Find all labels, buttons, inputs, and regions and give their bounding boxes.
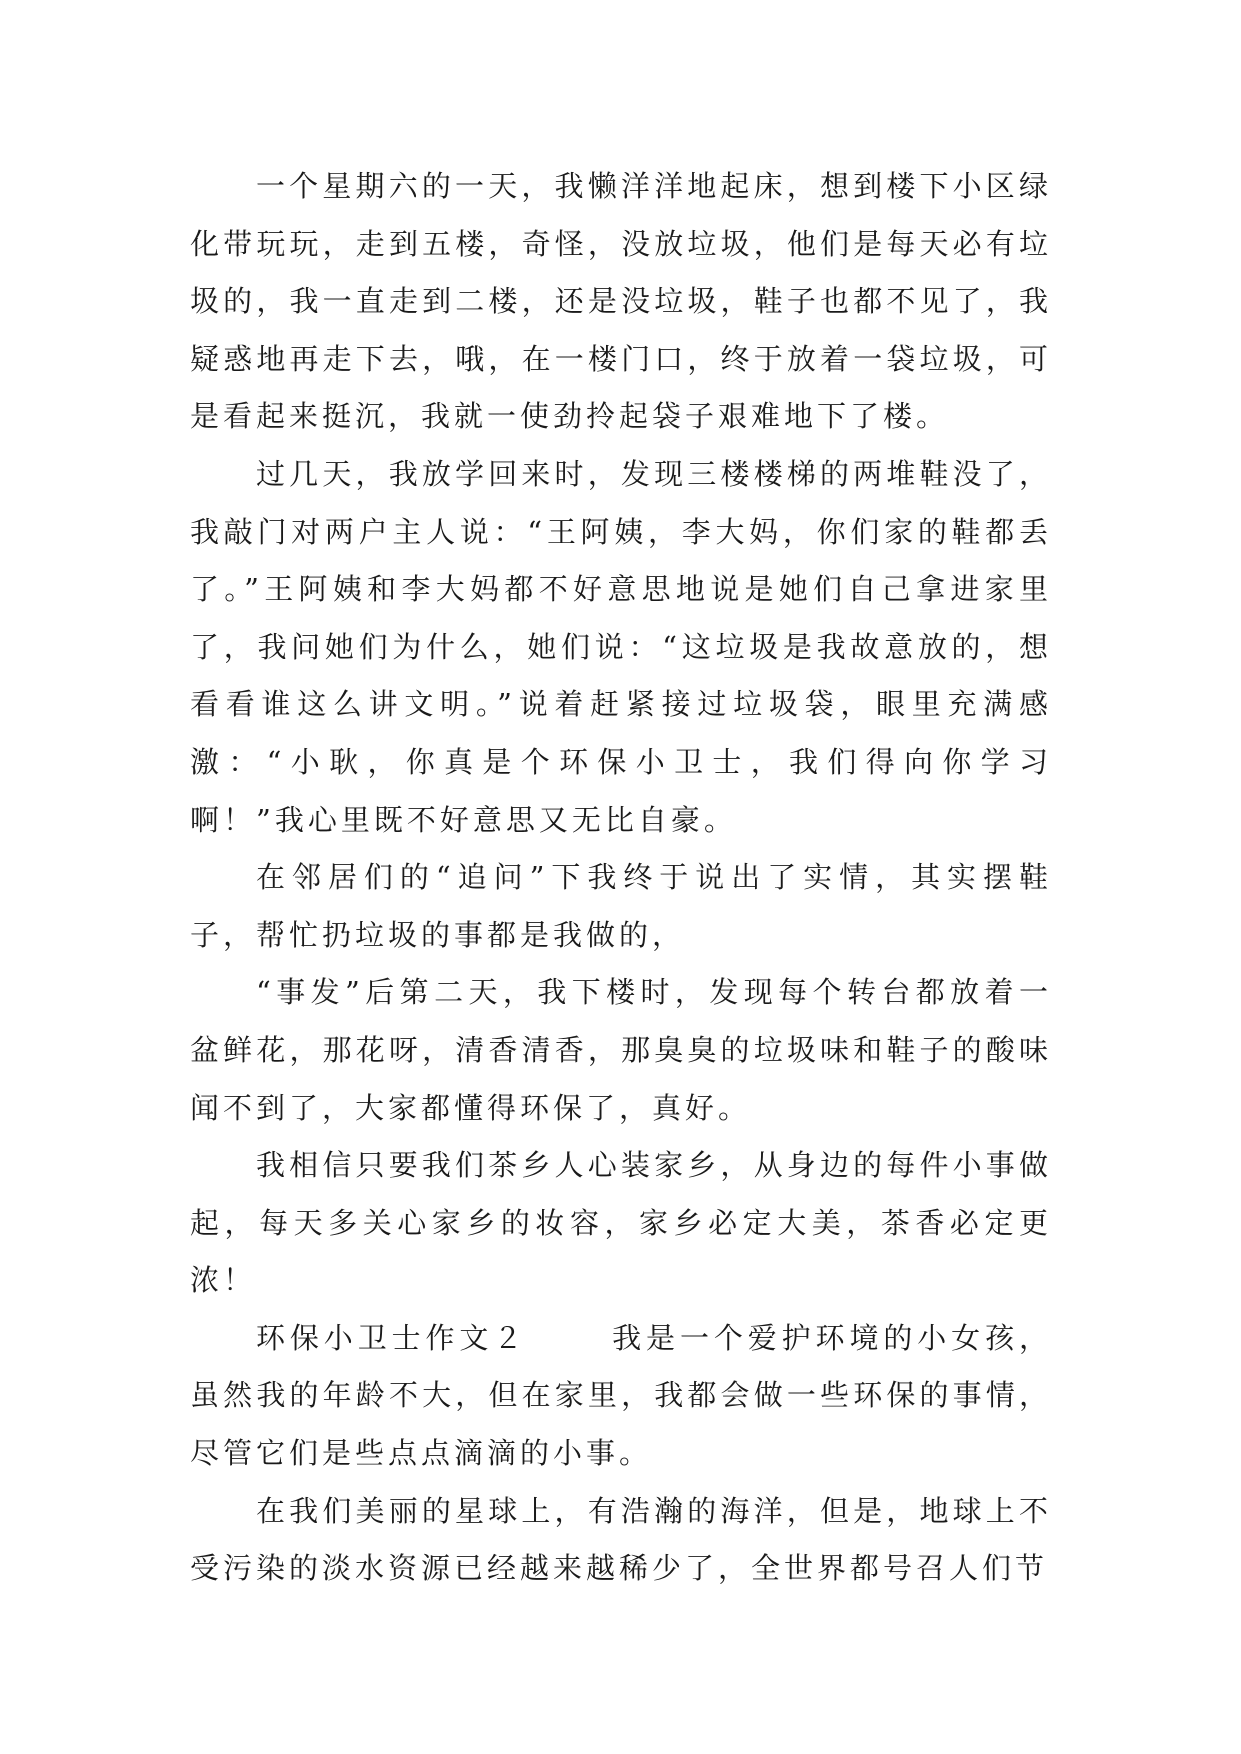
essay-2-paragraph (190, 1310, 1052, 1483)
paragraph-2: 过几天，我放学回来时，发现三楼楼梯的两堆鞋没了，我敲门对两户主人说：“王阿姨，李大妈，你们家的鞋都丢了。”王阿姨和李大妈都不好意思地说是她们自己拿进家里了，我问她们为什么，她们说：“这垃圾是我故意放的，想看看谁这么讲文明。”说着赶紧接过垃圾袋，眼里充满感激：“小耿，你真是个环保小卫士，我们得向你学习啊！”我心里既不好意思又无比自豪。 (190, 456, 1052, 837)
paragraph-4: “事发”后第二天，我下楼时，发现每个转台都放着一盆鲜花，那花呀，清香清香，那臭臭的垃圾味和鞋子的酸味闻不到了，大家都懂得环保了，真好。 (190, 975, 1052, 1125)
document-body (190, 158, 1052, 1598)
paragraph-3: 在邻居们的“追问”下我终于说出了实情，其实摆鞋子，帮忙扔垃圾的事都是我做的， (190, 860, 1052, 952)
essay-2-text: 我是一个爱护环境的小女孩，虽然我的年龄不大，但在家里，我都会做一些环保的事情，尽管它们是些点点滴滴的小事。 (190, 1320, 1052, 1471)
paragraph-1: 一个星期六的一天，我懒洋洋地起床，想到楼下小区绿化带玩玩，走到五楼，奇怪，没放垃圾，他们是每天必有垃圾的，我一直走到二楼，还是没垃圾，鞋子也都不见了，我疑惑地再走下去，哦，在一楼门口，终于放着一袋垃圾，可是看起来挺沉，我就一使劲拎起袋子艰难地下了楼。 (190, 169, 1052, 434)
paragraph-5: 我相信只要我们茶乡人心装家乡，从身边的每件小事做起，每天多关心家乡的妆容，家乡必定大美，茶香必定更浓！ (190, 1148, 1052, 1298)
essay-2-title: 环保小卫士作文２ (256, 1320, 528, 1355)
paragraph-last: 在我们美丽的星球上，有浩瀚的海洋，但是，地球上不受污染的淡水资源已经越来越稀少了，全世界都号召人们节 (190, 1493, 1052, 1586)
